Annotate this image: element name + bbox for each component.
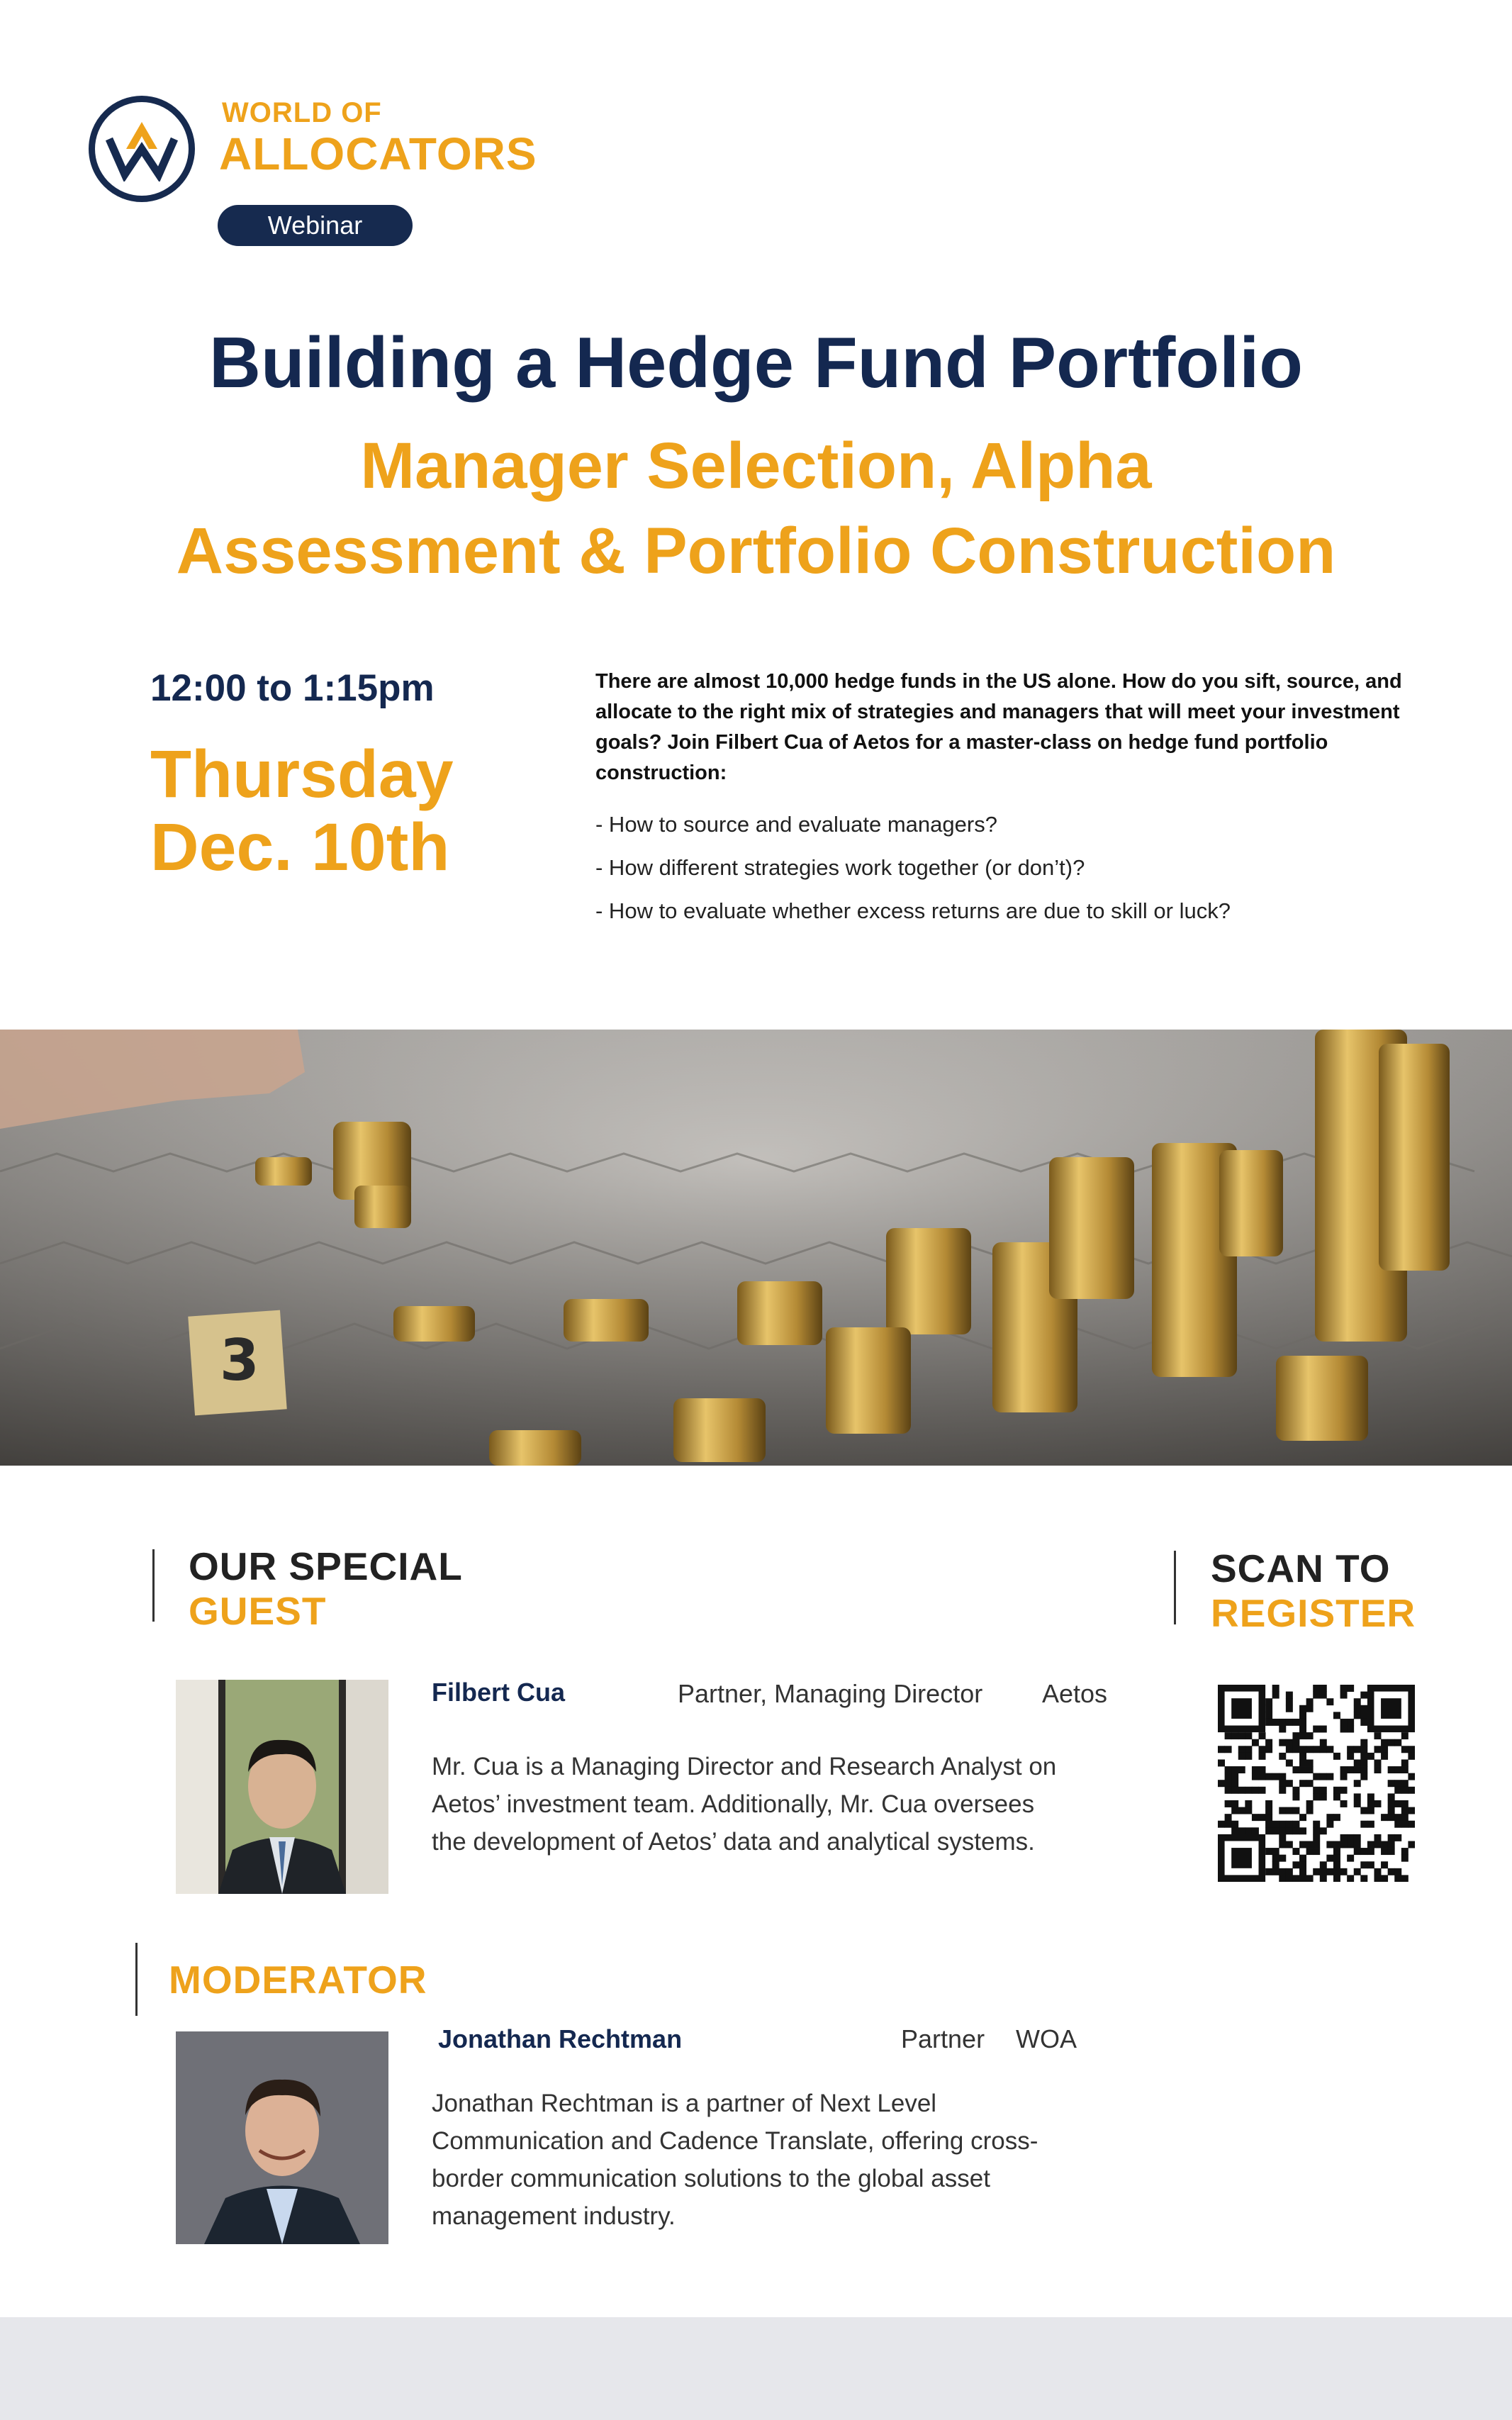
event-date: Dec. 10th [150, 810, 450, 885]
event-time: 12:00 to 1:15pm [150, 667, 435, 709]
event-day: Thursday [150, 737, 454, 812]
bullet-item: - How different strategies work together (or don’t)? [595, 855, 1085, 880]
logo-mark [89, 96, 195, 202]
brand-line2: ALLOCATORS [219, 128, 537, 179]
section-divider [1174, 1551, 1176, 1624]
moderator-heading: MODERATOR [169, 1958, 427, 2002]
register-qr-code[interactable] [1218, 1685, 1415, 1882]
moderator-bio-line: management industry. [432, 2202, 676, 2230]
guest-photo [176, 1680, 388, 1894]
event-description: There are almost 10,000 hedge funds in the US alone. How do you sift, source, and allocate to the right mix of strategies and managers that will meet your investment goals? Join Filbert Cua of Aetos for a master-class on hedge fund portfolio construction: [595, 670, 1402, 784]
moderator-bio-line: border communication solutions to the global asset [432, 2165, 990, 2192]
webinar-badge: Webinar [218, 205, 413, 246]
guest-bio-line: Aetos’ investment team. Additionally, Mr. Cua oversees [432, 1790, 1035, 1818]
scan-heading-line1: SCAN TO [1211, 1546, 1391, 1590]
guest-org: Aetos [1042, 1679, 1108, 1708]
moderator-role: Partner [901, 2024, 985, 2053]
subtitle-line1: Manager Selection, Alpha [360, 430, 1152, 502]
footer-band [0, 2317, 1512, 2420]
card-number: 3 [220, 1327, 259, 1393]
section-divider [135, 1943, 138, 2016]
guest-heading-line2: GUEST [189, 1589, 327, 1633]
moderator-org: WOA [1016, 2024, 1077, 2053]
guest-bio-line: Mr. Cua is a Managing Director and Research Analyst on [432, 1753, 1057, 1780]
brand-line1: WORLD OF [222, 97, 382, 128]
coins-photo [0, 1030, 1512, 1466]
moderator-bio-line: Jonathan Rechtman is a partner of Next Level [432, 2090, 937, 2117]
moderator-photo [176, 2031, 388, 2244]
scan-heading-line2: REGISTER [1211, 1591, 1416, 1635]
guest-role: Partner, Managing Director [678, 1679, 983, 1708]
bullet-item: - How to evaluate whether excess returns are due to skill or luck? [595, 898, 1231, 923]
guest-bio-line: the development of Aetos’ data and analytical systems. [432, 1828, 1035, 1856]
guest-heading-line1: OUR SPECIAL [189, 1544, 463, 1588]
guest-name: Filbert Cua [432, 1678, 566, 1707]
moderator-name: Jonathan Rechtman [438, 2024, 683, 2053]
section-divider [152, 1549, 155, 1622]
page-title: Building a Hedge Fund Portfolio [209, 323, 1303, 403]
moderator-bio-line: Communication and Cadence Translate, offering cross- [432, 2127, 1038, 2155]
subtitle-line2: Assessment & Portfolio Construction [176, 515, 1336, 587]
bullet-item: - How to source and evaluate managers? [595, 812, 997, 837]
